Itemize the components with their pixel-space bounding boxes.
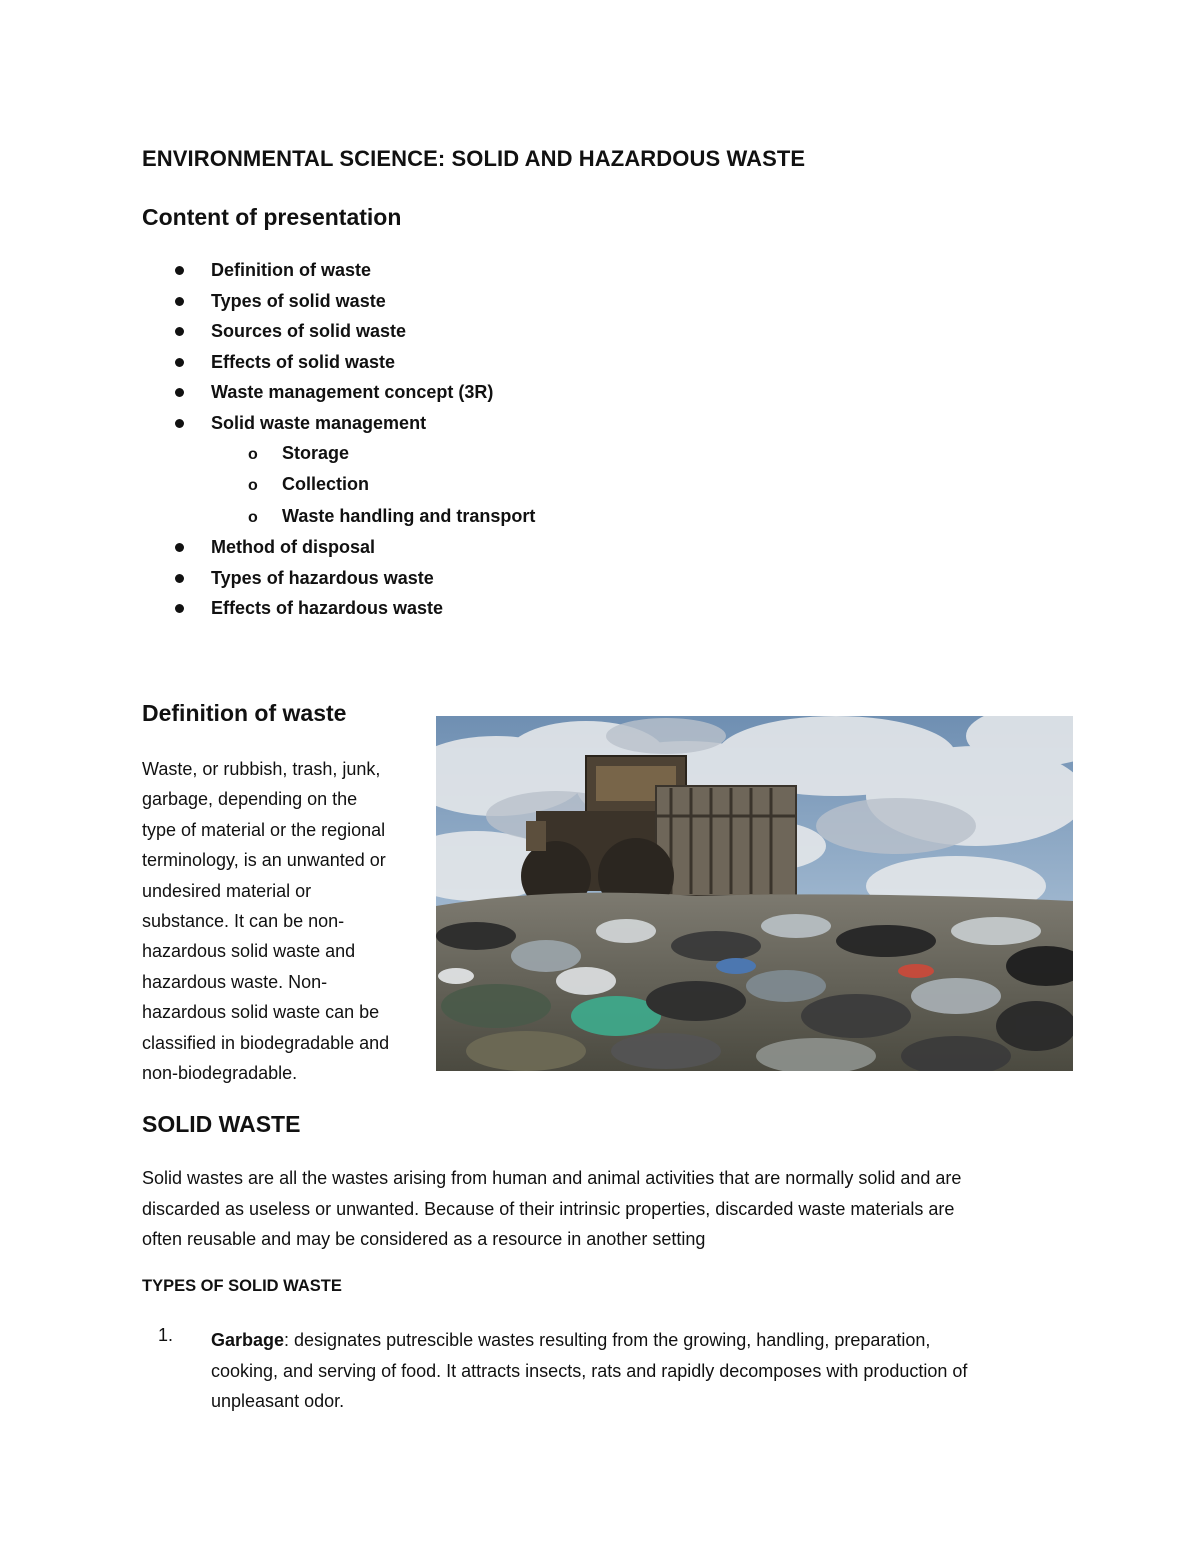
bullet-icon	[175, 358, 184, 367]
sub-bullet-icon: o	[248, 509, 258, 526]
toc-sub-item: Waste handling and transport	[282, 506, 536, 526]
text-line: terminology, is an unwanted or	[142, 850, 386, 871]
toc-item: Effects of solid waste	[211, 352, 396, 372]
list-number: 1.	[158, 1325, 174, 1345]
sub-bullet-icon: o	[248, 446, 258, 463]
toc-item: Sources of solid waste	[211, 321, 407, 341]
toc-sub-item: Storage	[282, 443, 350, 463]
text-line: classified in biodegradable and	[142, 1032, 390, 1053]
text-line: hazardous solid waste can be	[142, 1002, 380, 1023]
bullet-icon	[175, 543, 184, 552]
toc-item: Effects of hazardous waste	[211, 598, 444, 618]
text-line: discarded as useless or unwanted. Because of their intrinsic properties, discarded waste materials are	[142, 1198, 955, 1219]
text-line: Solid wastes are all the wastes arising from human and animal activities that are normally solid and are	[142, 1168, 962, 1188]
text-line: undesired material or	[142, 880, 312, 901]
bullet-icon	[175, 266, 184, 275]
bullet-icon	[175, 604, 184, 613]
list-item	[211, 1325, 1071, 1417]
text-line: hazardous waste. Non-	[142, 971, 328, 992]
definition-heading: Definition of waste	[142, 700, 347, 726]
toc-item: Types of hazardous waste	[211, 568, 434, 588]
text-line: often reusable and may be considered as a resource in another setting	[142, 1229, 706, 1249]
bullet-icon	[175, 327, 184, 336]
sub-bullet-icon: o	[248, 477, 258, 494]
solid-waste-paragraph	[142, 1163, 1062, 1255]
bullet-icon	[175, 388, 184, 397]
toc-item: Definition of waste	[211, 260, 372, 280]
toc-item: Method of disposal	[211, 537, 375, 557]
toc-sub-item: Collection	[282, 474, 370, 494]
bullet-icon	[175, 574, 184, 583]
types-of-solid-waste-heading: TYPES OF SOLID WASTE	[142, 1277, 342, 1295]
bullet-icon	[175, 419, 184, 428]
list-item-first-line	[211, 1325, 1071, 1356]
text-line: Waste, or rubbish, trash, junk,	[142, 759, 381, 779]
contents-heading: Content of presentation	[142, 204, 402, 230]
definition-paragraph	[142, 754, 432, 1088]
toc-item: Types of solid waste	[211, 291, 386, 311]
text-line: unpleasant odor.	[211, 1391, 345, 1411]
text-line: garbage, depending on the	[142, 789, 358, 810]
text-line: type of material or the regional	[142, 819, 386, 840]
text-line: substance. It can be non-	[142, 911, 345, 932]
bullet-icon	[175, 297, 184, 306]
text-line: hazardous solid waste and	[142, 941, 356, 962]
text-line: non-biodegradable.	[142, 1063, 298, 1084]
list-item-text: : designates putrescible wastes resulting from the growing, handling, preparation,	[284, 1330, 931, 1350]
landfill-bulldozer-photo	[436, 716, 1073, 1071]
solid-waste-heading: SOLID WASTE	[142, 1111, 301, 1137]
list-item-term: Garbage	[211, 1330, 285, 1350]
text-line: cooking, and serving of food. It attracts insects, rats and rapidly decomposes with production of	[211, 1360, 968, 1381]
document-title: ENVIRONMENTAL SCIENCE: SOLID AND HAZARDOUS WASTE	[142, 146, 806, 171]
toc-item: Waste management concept (3R)	[211, 382, 494, 402]
toc-item: Solid waste management	[211, 413, 427, 433]
